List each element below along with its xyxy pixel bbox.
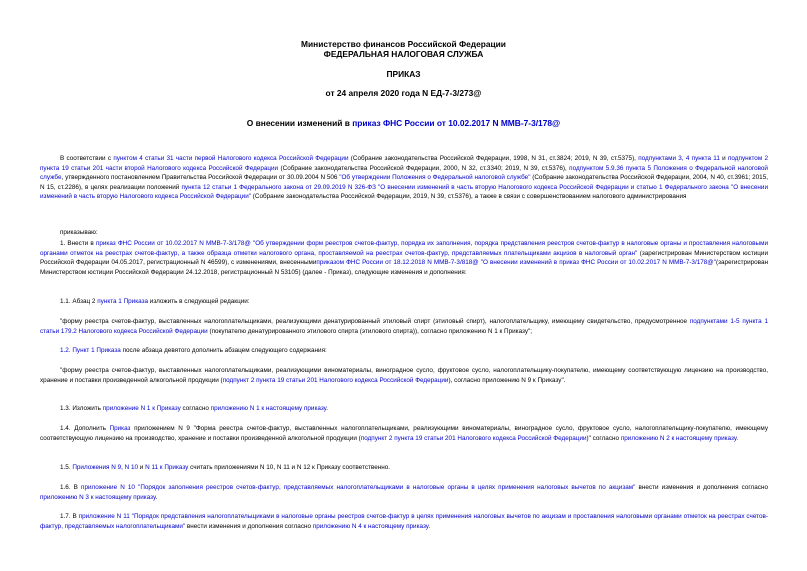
appendix-link[interactable]: приложению N 1 к настоящему приказу <box>210 405 327 412</box>
clause-1-3 <box>40 404 768 414</box>
service-heading: ФЕДЕРАЛЬНАЯ НАЛОГОВАЯ СЛУЖБА <box>323 49 484 59</box>
order-heading: ПРИКАЗ <box>386 69 421 79</box>
text: и <box>719 155 728 162</box>
order-subject-link[interactable]: приказ ФНС России от 10.02.2017 N ММВ-7-3/178@ <box>352 118 561 128</box>
law-link[interactable]: подпунктом 5.9.36 пункта 5 Положения о Федеральной налоговой службе <box>40 164 768 182</box>
order-link[interactable]: 1.2. Пункт 1 Приказа <box>60 347 121 354</box>
law-link[interactable]: подпункт 2 пункта 19 статьи 201 Налогового кодекса Российской Федерации <box>222 376 449 384</box>
text: изложить в следующей редакции: <box>148 298 250 305</box>
text: 1.5. <box>60 464 73 471</box>
text: считать приложениями N 10, N 11 и N 12 к Приказу соответственно. <box>188 464 391 471</box>
law-link[interactable]: подпунктом 2 пункта 19 статьи 201 части второй Налогового кодекса Российской Федерации <box>40 155 769 172</box>
text: 1.6. В <box>60 484 82 491</box>
appendix-link[interactable]: приложению N 2 к настоящему приказу <box>620 434 737 442</box>
text: ), согласно приложению N 9 к Приказу". <box>448 376 566 384</box>
text: (Собрание законодательства Российской Федерации, 2019, N 39, ст.5376), а также в связи с совершенствованием налогового администрирования <box>251 193 687 201</box>
text: , утвержденного постановлением Правительства Российской Федерации от 30.09.2004 N 506 <box>61 174 340 182</box>
text: (зарегистрирован Министерством юстиции Российской Федерации 24.12.2018, регистрационный N 53105) (далее - Приказ), следующие изменения и дополнения: <box>40 259 768 276</box>
law-link[interactable]: подпункт 2 пункта 19 статьи 201 Налогового кодекса Российской Федерации <box>360 434 587 442</box>
appendix-link[interactable]: Приложения N 9, N 10 <box>72 464 139 471</box>
text: . <box>326 405 328 412</box>
appendix-link[interactable]: приложение N 10 "Порядок заполнения реестров счетов-фактур, представляемых налогоплательщиками в налоговые органы в целях применения налоговых вычетов по акцизам" <box>81 484 636 491</box>
text: 1.3. Изложить <box>60 405 103 412</box>
clause-1-1 <box>40 297 768 307</box>
text: "форму реестра счетов-фактур, выставленных налогоплательщиками, реализующими денатурированный этиловый спирт (этиловый спирт), налогоплательщику, имеющему свидетельство, предусмотренное <box>60 318 690 325</box>
law-link[interactable]: подпунктами 3, 4 пункта 11 <box>638 155 720 162</box>
text: внести изменения и дополнения согласно <box>635 484 768 491</box>
ministry-heading: Министерство финансов Российской Федерации <box>301 39 506 49</box>
clause-1-2 <box>40 346 768 356</box>
text: 1.7. В <box>60 513 79 520</box>
text: (зарегистрирован Министерством юстиции Российской Федерации 04.05.2017, регистрационный N 46599), с изменениями, внесенными <box>40 249 768 267</box>
text: согласно <box>180 405 211 412</box>
law-link[interactable]: пункта 12 статьи 1 Федерального закона от 29.09.2019 N 326-ФЗ "О внесении изменений в часть вторую Налогового кодекса Российской Федерации и статью 1 Федерального закона "О внесении изменений в часть вторую Налогового кодекса Российской Федерации" <box>40 183 769 201</box>
clause-1 <box>40 239 768 277</box>
law-link[interactable]: "Об утверждении Положения о Федеральной налоговой службе" <box>339 174 531 182</box>
text: и <box>138 464 146 471</box>
text: приложением N 9 "Форма реестра счетов-фактур, выставленных налогоплательщиками, реализующими виноматериалы, виноградное сусло, фруктовое сусло, налогоплательщику-покупателю, имеющему соответствующую лицензию на производство, хранение и поставки произведенной алкогольной продукции ( <box>40 425 768 442</box>
text: (покупателю денатурированного этилового спирта (этилового спирта)), согласно приложению N 1 к Приказу"; <box>207 327 533 335</box>
text: (Собрание законодательства Российской Федерации, 1998, N 31, ст.3824; 2019, N 39, ст.5375), <box>348 155 639 162</box>
text: )" согласно <box>586 434 621 442</box>
clause-1-4 <box>40 424 768 443</box>
text: 1. Внести в <box>60 240 96 247</box>
text: "форму реестра счетов-фактур, выставленных налогоплательщиками, реализующими виноматериалы, виноградное сусло, фруктовое сусло, налогоплательщику-покупателю, имеющему соответствующую лицензию на производство, хранение и поставки произведенной алкогольной продукции ( <box>40 367 768 384</box>
appendix-link[interactable]: приложению N 3 к настоящему приказу <box>40 493 156 501</box>
appendix-link[interactable]: приложение N 1 к Приказу <box>102 405 181 412</box>
text: В соответствии с <box>60 155 114 162</box>
law-link[interactable]: пунктом 4 статьи 31 части первой Налогового кодекса Российской Федерации <box>113 155 349 162</box>
clause-1-5 <box>40 463 768 473</box>
order-link[interactable]: Приказ <box>109 425 131 432</box>
text: (Собрание законодательства Российской Федерации, 2000, N 32, ст.3340; 2019, N 39, ст.5376), <box>278 164 570 172</box>
text: 1.1. Абзац 2 <box>60 298 98 305</box>
order-link[interactable]: приказом ФНС России от 18.12.2018 N ММВ-7-3/818@ "О внесении изменений в приказ ФНС России от 10.02.2017 N ММВ-7-3/178@" <box>316 259 716 267</box>
appendix-link[interactable]: приложение N 11 "Порядок представления налогоплательщиками в налоговые органы реестров счетов-фактур в целях применения налоговых вычетов по акцизам и проставления налоговыми органами отметок на реестрах счетов-фактур, представляемых налогоплательщиками" <box>40 513 768 530</box>
order-subject <box>0 118 807 128</box>
order-date-number: от 24 апреля 2020 года N ЕД-7-3/273@ <box>325 88 482 98</box>
order-link[interactable]: пункта 1 Приказа <box>97 298 149 305</box>
text: . <box>155 493 158 501</box>
text: после абзаца девятого дополнить абзацем следующего содержания: <box>120 347 327 354</box>
text: 1.4. Дополнить <box>60 425 110 432</box>
order-subject-prefix: О внесении изменений в <box>246 118 353 128</box>
order-word: приказываю: <box>60 229 98 236</box>
clause-1-7 <box>40 512 768 531</box>
text: (Собрание законодательства Российской Федерации, 2004, N 40, ст.3961; 2015, N 15, ст.2286), в целях реализации положений <box>40 174 768 191</box>
appendix-link[interactable]: N 11 к Приказу <box>145 464 189 471</box>
clause-1-6 <box>40 483 768 502</box>
text: внести изменения и дополнения согласно <box>185 522 313 530</box>
text: . <box>428 522 431 530</box>
appendix-link[interactable]: приложению N 4 к настоящему приказу <box>312 522 429 530</box>
text: . <box>736 434 739 442</box>
order-link[interactable]: приказ ФНС России от 10.02.2017 N ММВ-7-3/178@ "Об утверждении форм реестров счетов-фактур, порядка их заполнения, порядка представления реестров счетов-фактур в налоговые органы и проставления налоговыми органами отметок на реестрах счетов-фактур, а также образца отметки налогового органа, проставляемой на реестрах счетов-фактур, представляемых плательщиками акцизов в налоговый орган" <box>40 240 768 257</box>
clause-1-2-text <box>40 366 768 385</box>
preamble-paragraph <box>40 154 768 202</box>
law-link[interactable]: подпунктами 1-5 пункта 1 статьи 179.2 Налогового кодекса Российской Федерации <box>40 318 768 335</box>
clause-1-1-text <box>40 317 768 336</box>
